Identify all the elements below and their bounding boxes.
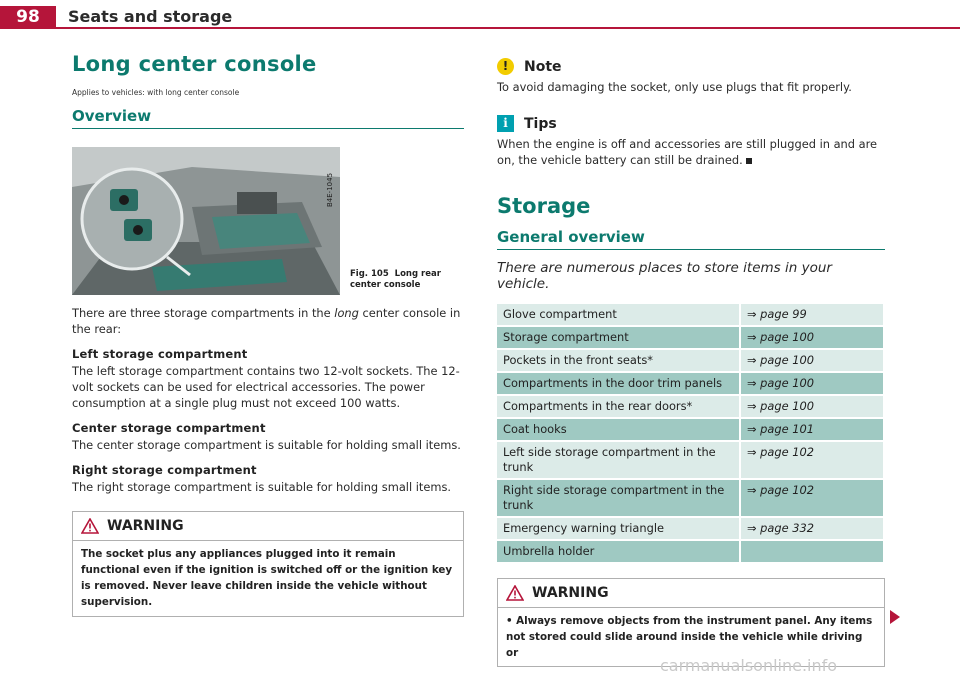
storage-item: Coat hooks bbox=[497, 418, 740, 441]
figure-caption-line1: Long rear bbox=[394, 269, 441, 279]
right-compartment-text: The right storage compartment is suitable for holding small items. bbox=[72, 480, 452, 494]
warning-icon bbox=[81, 518, 99, 534]
page-link[interactable]: ⇒ page 102 bbox=[740, 479, 883, 517]
figure-caption bbox=[350, 269, 441, 291]
left-compartment-heading: Left storage compartment bbox=[72, 347, 248, 361]
warning-box bbox=[72, 511, 464, 617]
intro-text-a: There are three storage compartments in the bbox=[72, 306, 335, 320]
storage-table bbox=[497, 304, 883, 564]
warning-box-2 bbox=[497, 578, 885, 667]
storage-item: Left side storage compartment in the trunk bbox=[497, 441, 740, 479]
storage-item: Compartments in the door trim panels bbox=[497, 372, 740, 395]
storage-item: Compartments in the rear doors* bbox=[497, 395, 740, 418]
warning-title-2: WARNING bbox=[532, 585, 609, 601]
page-link[interactable]: ⇒ page 100 bbox=[740, 326, 883, 349]
storage-item: Storage compartment bbox=[497, 326, 740, 349]
overview-heading: Overview bbox=[72, 107, 464, 129]
page-number: 98 bbox=[0, 6, 56, 28]
table-row bbox=[497, 418, 883, 441]
intro-emphasis: long bbox=[334, 306, 359, 320]
storage-item: Emergency warning triangle bbox=[497, 517, 740, 540]
table-row bbox=[497, 395, 883, 418]
left-column bbox=[72, 44, 464, 617]
section-title: Seats and storage bbox=[68, 7, 233, 26]
watermark: carmanualsonline.info bbox=[660, 656, 838, 675]
warning-text-2: • Always remove objects from the instrument panel. Any items not stored could slide around inside the vehicle while driving or bbox=[506, 615, 873, 659]
right-column bbox=[497, 44, 885, 667]
note-icon: ! bbox=[497, 58, 514, 75]
warning-title: WARNING bbox=[107, 518, 184, 534]
tips-paragraph bbox=[497, 136, 885, 168]
tips-header bbox=[497, 115, 885, 132]
page-link[interactable]: ⇒ page 99 bbox=[740, 304, 883, 326]
table-row bbox=[497, 441, 883, 479]
table-row bbox=[497, 304, 883, 326]
note-title: Note bbox=[524, 58, 562, 75]
general-overview-heading: General overview bbox=[497, 228, 885, 250]
warning-text: The socket plus any appliances plugged into it remain functional even if the ignition is switched off or the ignition key is removed. Never leave children inside the vehicle without supervision. bbox=[81, 548, 453, 608]
page-link[interactable]: ⇒ page 101 bbox=[740, 418, 883, 441]
applies-note: Applies to vehicles: with long center console bbox=[72, 88, 240, 97]
warning-header-2 bbox=[498, 579, 884, 608]
tips-title: Tips bbox=[524, 115, 557, 132]
tips-text: When the engine is off and accessories are still plugged in and are on, the vehicle battery can still be drained. bbox=[497, 137, 878, 167]
table-row bbox=[497, 326, 883, 349]
storage-item: Pockets in the front seats* bbox=[497, 349, 740, 372]
page-link[interactable]: ⇒ page 102 bbox=[740, 441, 883, 479]
figure bbox=[72, 147, 464, 297]
note-header bbox=[497, 58, 885, 75]
console-photo bbox=[72, 147, 340, 295]
left-compartment-text: The left storage compartment contains two 12-volt sockets. The 12-volt sockets can be used for electrical accessories. The power consumption at a single plug must not exceed 100 watts. bbox=[72, 364, 460, 410]
end-mark bbox=[746, 158, 752, 164]
info-icon: i bbox=[497, 115, 514, 132]
table-row bbox=[497, 479, 883, 517]
page-title: Long center console bbox=[72, 52, 317, 76]
warning-header bbox=[73, 512, 463, 541]
continue-arrow-icon bbox=[890, 610, 900, 624]
table-row bbox=[497, 517, 883, 540]
page-link[interactable]: ⇒ page 100 bbox=[740, 395, 883, 418]
storage-title: Storage bbox=[497, 194, 591, 218]
header-rule bbox=[0, 27, 960, 29]
intro-text-b: center console in the rear: bbox=[72, 306, 461, 336]
page-link[interactable]: ⇒ page 100 bbox=[740, 372, 883, 395]
storage-item: Umbrella holder bbox=[497, 540, 740, 563]
page-link[interactable]: ⇒ page 332 bbox=[740, 517, 883, 540]
warning-icon bbox=[506, 585, 524, 601]
page-link bbox=[740, 540, 883, 563]
console-illustration bbox=[72, 147, 340, 295]
storage-intro: There are numerous places to store items in your vehicle. bbox=[497, 260, 832, 292]
page-header bbox=[0, 6, 960, 28]
note-text: To avoid damaging the socket, only use plugs that fit properly. bbox=[497, 80, 852, 94]
intro-paragraph bbox=[72, 305, 464, 337]
table-row bbox=[497, 540, 883, 563]
figure-code: B4E-1045 bbox=[326, 172, 334, 207]
figure-label: Fig. 105 bbox=[350, 269, 389, 279]
center-compartment-text: The center storage compartment is suitable for holding small items. bbox=[72, 438, 461, 452]
table-row bbox=[497, 349, 883, 372]
right-compartment-heading: Right storage compartment bbox=[72, 463, 257, 477]
storage-item: Glove compartment bbox=[497, 304, 740, 326]
page-link[interactable]: ⇒ page 100 bbox=[740, 349, 883, 372]
storage-item: Right side storage compartment in the trunk bbox=[497, 479, 740, 517]
table-row bbox=[497, 372, 883, 395]
center-compartment-heading: Center storage compartment bbox=[72, 421, 266, 435]
figure-caption-line2: center console bbox=[350, 280, 421, 290]
